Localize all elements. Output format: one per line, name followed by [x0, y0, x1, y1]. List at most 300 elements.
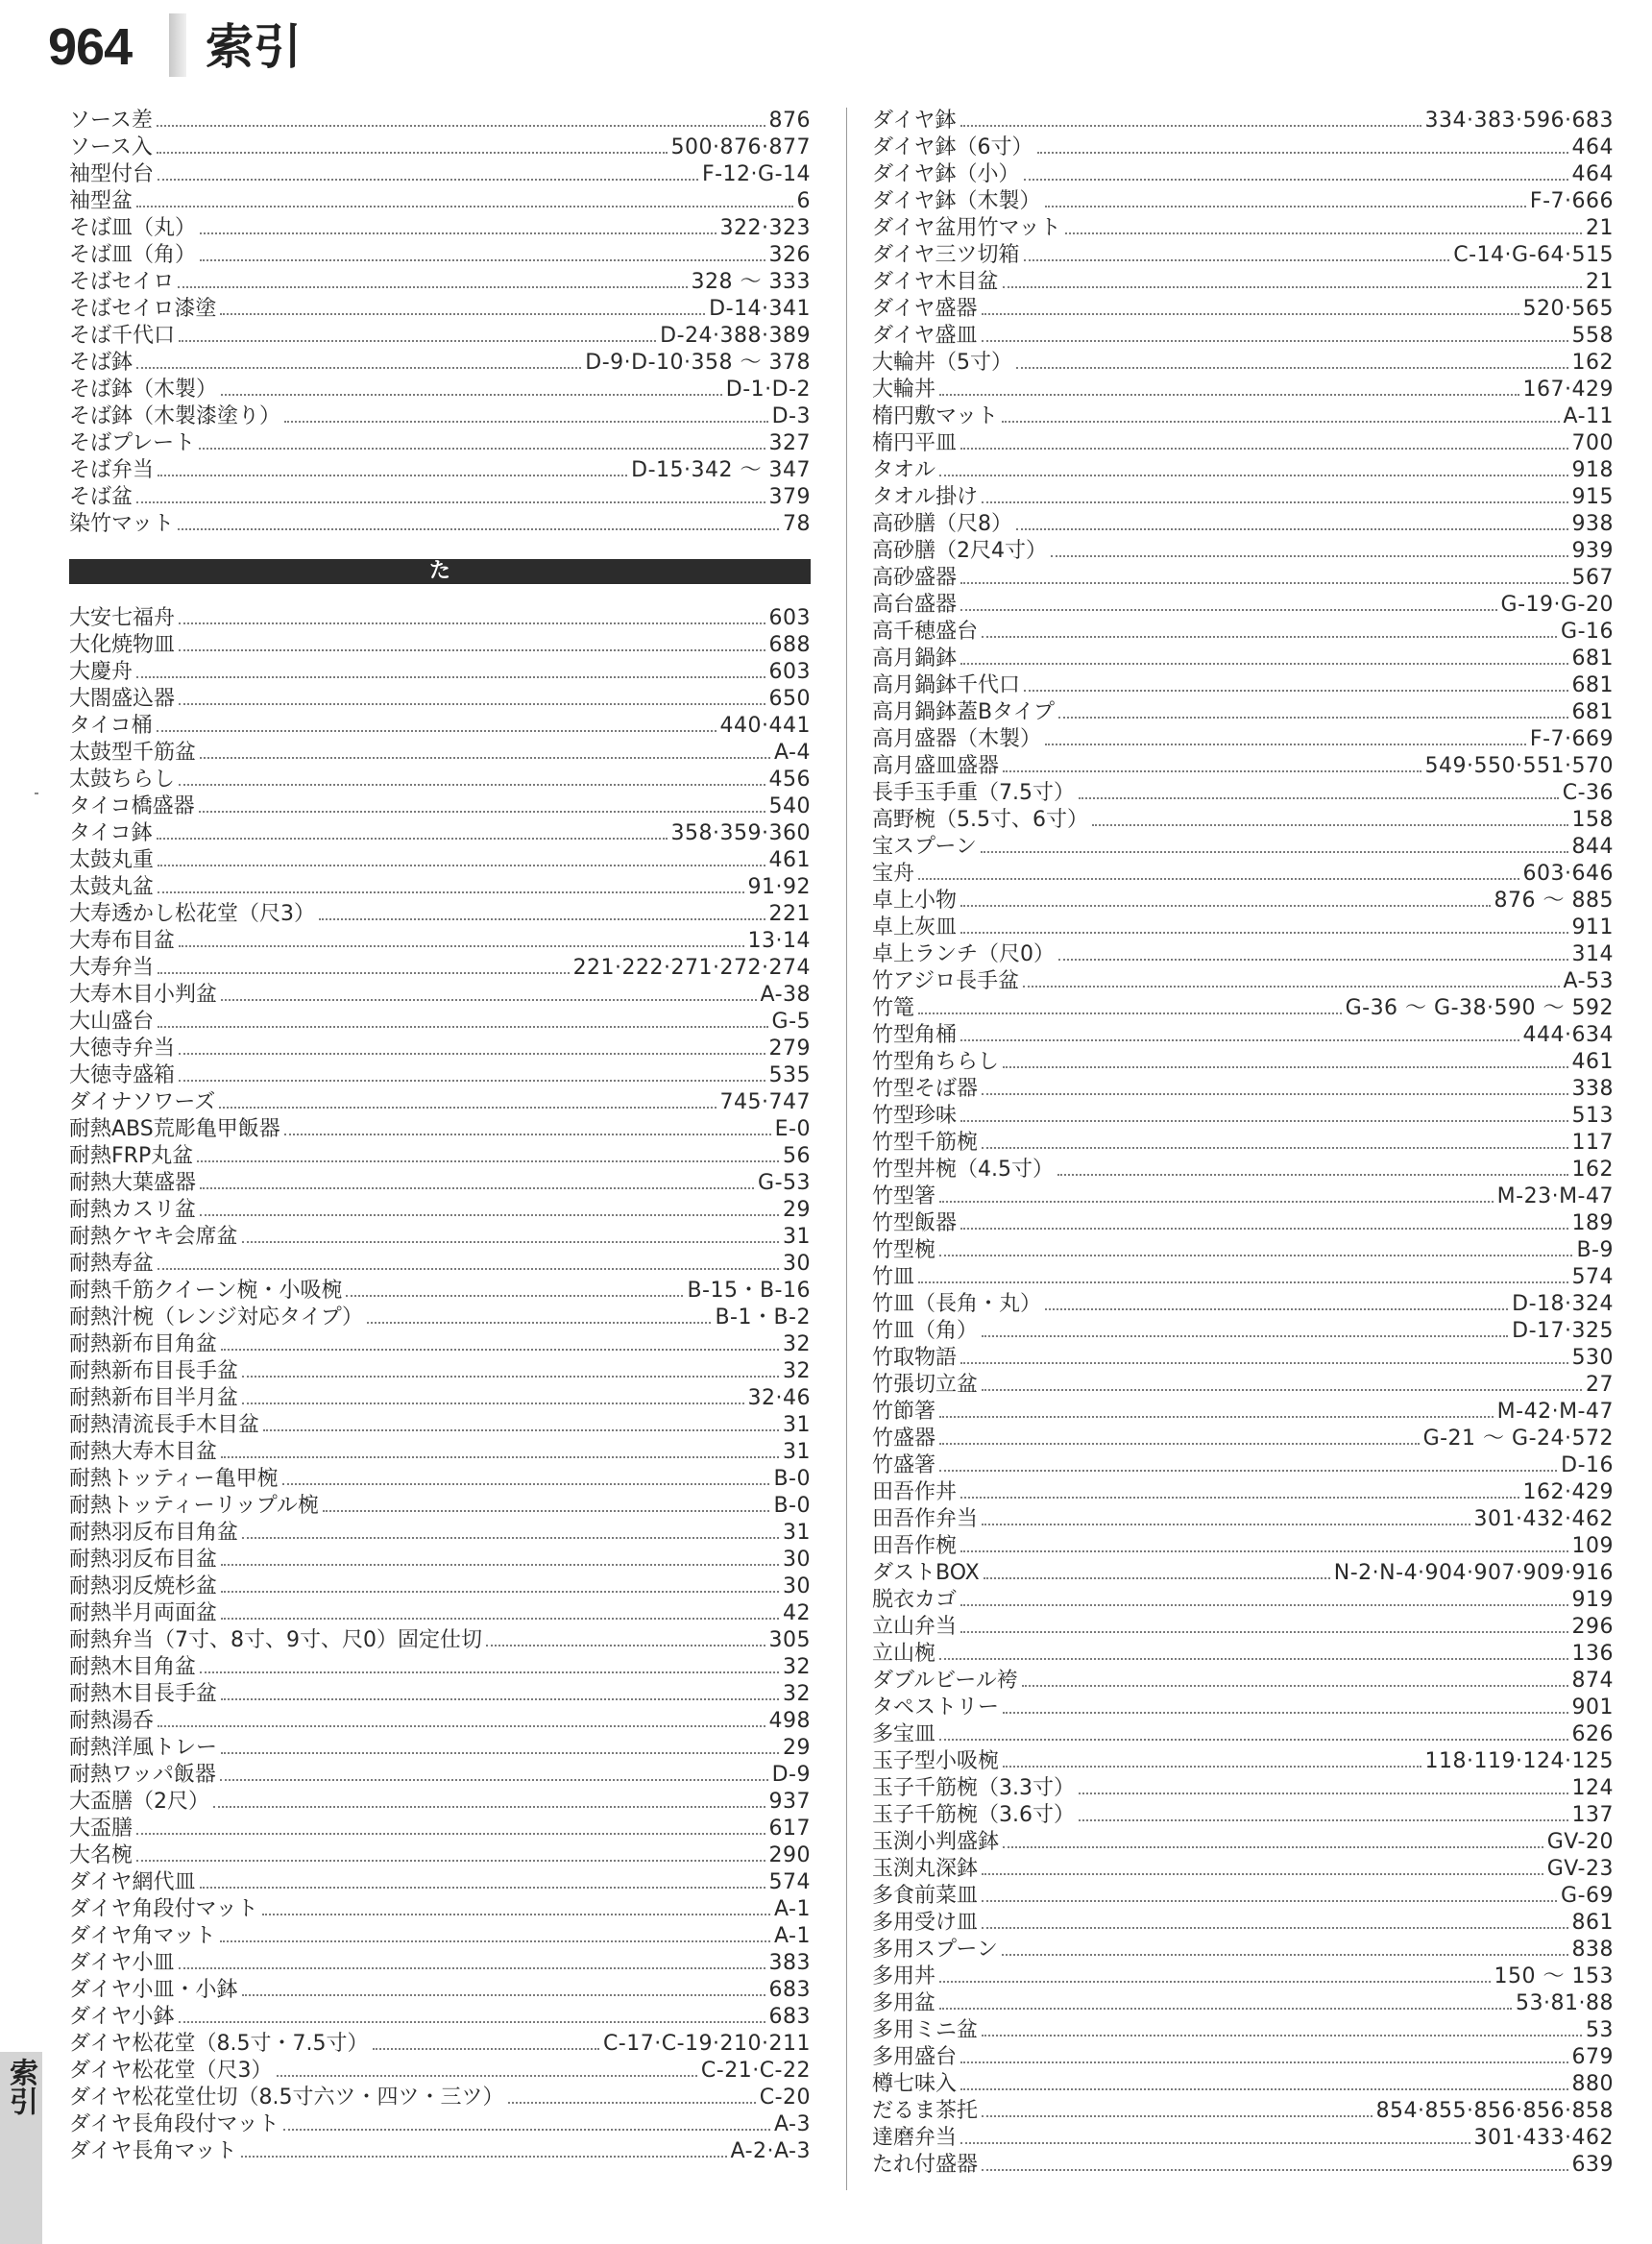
dot-leader — [219, 1107, 716, 1109]
index-term: 耐熱汁椀（レンジ対応タイプ） — [69, 1305, 364, 1329]
index-term: 竹皿（角） — [872, 1319, 979, 1343]
index-page-ref: D-15·342 ～ 347 — [631, 458, 811, 482]
index-entry — [69, 1385, 811, 1412]
index-term: 竹型角桶 — [872, 1023, 958, 1047]
index-entry — [69, 1735, 811, 1762]
index-term: ダストBOX — [872, 1561, 980, 1585]
index-page-ref: E-0 — [774, 1117, 811, 1141]
index-term: 高月盛皿盛器 — [872, 754, 1000, 778]
index-entry — [69, 901, 811, 928]
dot-leader — [1051, 555, 1568, 557]
index-page-ref: 838 — [1571, 1938, 1614, 1962]
index-term: ダイヤ三ツ切箱 — [872, 243, 1020, 267]
index-entry — [69, 713, 811, 740]
dot-leader — [136, 1860, 765, 1862]
index-entry — [872, 1614, 1614, 1641]
index-entry — [872, 1157, 1614, 1183]
index-page-ref: 854·855·856·856·858 — [1375, 2099, 1614, 2123]
index-entry — [69, 1923, 811, 1950]
dot-leader — [939, 2008, 1512, 2010]
index-page-ref: 136 — [1571, 1642, 1614, 1666]
index-page-ref: A-11 — [1563, 404, 1614, 428]
dot-leader — [179, 1080, 765, 1082]
index-entry — [69, 1708, 811, 1735]
index-page-ref: 42 — [783, 1601, 811, 1625]
dot-leader — [960, 1228, 1567, 1230]
index-page-ref: 461 — [1571, 1050, 1614, 1074]
dot-leader — [982, 1389, 1582, 1391]
index-page-ref: 876 ～ 885 — [1494, 889, 1614, 913]
dot-leader — [158, 865, 765, 866]
index-page-ref: 639 — [1571, 2153, 1614, 2177]
dot-leader — [982, 1900, 1557, 1902]
index-entry — [69, 2058, 811, 2085]
index-entry — [872, 403, 1614, 430]
index-term: 楕円敷マット — [872, 404, 999, 428]
index-entry — [872, 161, 1614, 188]
index-entry — [69, 767, 811, 793]
index-page-ref: D-1·D-2 — [725, 378, 811, 402]
column-divider — [846, 108, 847, 2190]
index-page-ref: 162 — [1571, 1158, 1614, 1182]
index-entry — [69, 350, 811, 377]
dot-leader — [179, 945, 744, 947]
index-entry — [69, 605, 811, 632]
index-entry — [69, 1412, 811, 1439]
index-term: 竹皿（長角・丸） — [872, 1292, 1042, 1316]
dot-leader — [939, 475, 1567, 476]
index-term: そばプレート — [69, 431, 196, 455]
index-page-ref: 150 ～ 153 — [1494, 1964, 1614, 1988]
index-entry — [69, 1493, 811, 1520]
index-entry — [872, 753, 1614, 780]
index-term: そば皿（丸） — [69, 216, 197, 240]
index-term: ダイヤ角段付マット — [69, 1897, 258, 1921]
index-entry — [872, 672, 1614, 699]
index-page-ref: 327 — [768, 431, 811, 455]
index-page-ref: 567 — [1571, 566, 1614, 590]
index-entry — [872, 807, 1614, 834]
header-accent-bar — [169, 13, 186, 77]
dot-leader — [367, 1322, 711, 1324]
index-page-ref: 322·323 — [719, 216, 811, 240]
dot-leader — [1022, 1685, 1568, 1687]
index-term: そば鉢（木製） — [69, 378, 218, 402]
dot-leader — [960, 1631, 1567, 1633]
index-page-ref: 683 — [768, 1978, 811, 2002]
index-term: 玉渕丸深鉢 — [872, 1857, 979, 1881]
index-page-ref: 301·433·462 — [1473, 2126, 1614, 2150]
index-entry — [69, 296, 811, 323]
index-term: 高砂膳（尺8） — [872, 512, 1012, 536]
index-term: 樽七味入 — [872, 2072, 958, 2096]
index-term: 達磨弁当 — [872, 2126, 958, 2150]
index-entry — [69, 1278, 811, 1305]
index-entry — [872, 457, 1614, 484]
index-entry — [872, 2017, 1614, 2044]
dot-leader — [157, 125, 765, 127]
index-term: 太鼓ちらし — [69, 768, 176, 792]
index-page-ref: G-36 ～ G-38·590 ～ 592 — [1345, 996, 1614, 1020]
index-term: 高野椀（5.5寸、6寸） — [872, 808, 1088, 832]
index-term: 竹張切立盆 — [872, 1373, 979, 1397]
index-term: 大寿布目盆 — [69, 929, 176, 953]
index-column-left — [69, 108, 811, 2165]
index-term: 染竹マット — [69, 512, 175, 536]
index-term: タイコ桶 — [69, 714, 153, 738]
index-page-ref: M-42·M-47 — [1496, 1400, 1614, 1424]
index-term: 玉渕小判盛鉢 — [872, 1830, 1000, 1854]
index-term: 宝スプーン — [872, 835, 977, 859]
index-entry — [872, 1883, 1614, 1910]
index-page-ref: 305 — [768, 1628, 811, 1652]
index-term: 高月鍋鉢 — [872, 646, 958, 671]
dot-leader — [200, 1214, 779, 1216]
index-page-ref: G-53 — [758, 1171, 811, 1195]
index-page-ref: A-4 — [773, 741, 811, 765]
index-page-ref: G-21 ～ G-24·572 — [1422, 1427, 1614, 1451]
index-term: ダイヤ木目盆 — [872, 270, 999, 294]
dot-leader — [158, 1026, 768, 1028]
dot-leader — [241, 2156, 727, 2158]
dot-leader — [200, 757, 770, 759]
index-entry — [69, 457, 811, 484]
index-entry — [69, 269, 811, 296]
index-term: 大安七福舟 — [69, 606, 176, 630]
dot-leader — [158, 475, 627, 476]
index-entry — [69, 874, 811, 901]
index-term: 宝舟 — [872, 862, 915, 886]
index-page-ref: 650 — [768, 687, 811, 711]
index-page-ref: 603 — [768, 606, 811, 630]
index-entry — [69, 1466, 811, 1493]
index-term: 多用盛台 — [872, 2045, 958, 2069]
index-term: 多用ミニ盆 — [872, 2018, 979, 2042]
index-term: 大輪丼 — [872, 378, 936, 402]
index-term: ダイヤ盛器 — [872, 297, 978, 321]
index-page-ref: 874 — [1571, 1669, 1614, 1693]
index-list-so — [69, 108, 811, 538]
index-entry — [872, 1695, 1614, 1721]
dot-leader — [157, 838, 668, 840]
index-term: 竹型千筋椀 — [872, 1131, 979, 1155]
index-page-ref: G-16 — [1561, 620, 1614, 644]
index-entry — [69, 134, 811, 161]
index-term: 耐熱大葉盛器 — [69, 1171, 197, 1195]
index-entry — [69, 2085, 811, 2111]
index-term: 大閤盛込器 — [69, 687, 176, 711]
dot-leader — [982, 1093, 1567, 1095]
index-entry — [872, 2071, 1614, 2098]
dot-leader — [220, 1779, 768, 1781]
index-term: ダイヤ松花堂（尺3） — [69, 2059, 273, 2083]
index-term: 竹皿 — [872, 1265, 915, 1289]
index-term: 耐熱新布目長手盆 — [69, 1359, 239, 1383]
index-page-ref: C-36 — [1562, 781, 1614, 805]
index-term: 田吾作丼 — [872, 1480, 958, 1504]
index-page-ref: 880 — [1571, 2072, 1614, 2096]
index-term: 楕円平皿 — [872, 431, 958, 455]
index-term: 竹節箸 — [872, 1400, 936, 1424]
index-page-ref: 626 — [1571, 1722, 1614, 1746]
dot-leader — [982, 1524, 1470, 1525]
index-page-ref: B-0 — [773, 1467, 811, 1491]
index-term: ダイヤ松花堂仕切（8.5寸六ツ・四ツ・三ツ） — [69, 2085, 504, 2110]
index-entry — [872, 888, 1614, 915]
index-page-ref: 56 — [783, 1144, 811, 1168]
index-term: 耐熱トッティーリップル椀 — [69, 1494, 319, 1518]
index-entry — [872, 1183, 1614, 1210]
index-page-ref: 29 — [783, 1736, 811, 1760]
index-entry — [872, 592, 1614, 619]
index-term: ダイヤ鉢（小） — [872, 162, 1020, 186]
index-page-ref: 456 — [768, 768, 811, 792]
dot-leader — [918, 1012, 1342, 1014]
index-term: タペストリー — [872, 1695, 1000, 1720]
dot-leader — [1016, 367, 1568, 369]
index-term: 多用スプーン — [872, 1938, 998, 1962]
dot-leader — [242, 1241, 779, 1243]
index-term: 耐熱羽反焼杉盆 — [69, 1574, 218, 1598]
index-entry — [69, 323, 811, 350]
index-page-ref: 688 — [768, 633, 811, 657]
index-term: 竹盛箸 — [872, 1453, 936, 1477]
index-term: 耐熱トッティー亀甲椀 — [69, 1467, 279, 1491]
index-term: 耐熱木目長手盆 — [69, 1682, 218, 1706]
index-term: 高月鍋鉢千代口 — [872, 673, 1021, 697]
index-term: 田吾作弁当 — [872, 1507, 979, 1531]
index-page-ref: C-14·G-64·515 — [1453, 243, 1614, 267]
index-term: 田吾作椀 — [872, 1534, 958, 1558]
index-page-ref: 700 — [1571, 431, 1614, 455]
index-term: ダイヤ小鉢 — [69, 2005, 175, 2029]
dot-leader — [1024, 179, 1568, 181]
index-term: 大山盛台 — [69, 1010, 155, 1034]
index-page-ref: 167·429 — [1522, 378, 1614, 402]
dot-leader — [263, 1429, 779, 1431]
index-entry — [872, 1533, 1614, 1560]
index-entry — [69, 1358, 811, 1385]
index-page-ref: 617 — [768, 1817, 811, 1841]
index-entry — [872, 108, 1614, 134]
dot-leader — [136, 501, 765, 503]
dot-leader — [960, 1604, 1567, 1606]
index-term: 立山椀 — [872, 1642, 936, 1666]
dot-leader — [1065, 232, 1582, 234]
dot-leader — [136, 367, 581, 369]
index-page-ref: 31 — [783, 1440, 811, 1464]
index-term: ソース入 — [69, 135, 153, 159]
dot-leader — [982, 1335, 1508, 1337]
index-entry — [872, 538, 1614, 565]
index-entry — [872, 2152, 1614, 2179]
index-term: 耐熱ワッパ飯器 — [69, 1763, 216, 1787]
dot-leader — [277, 2075, 697, 2077]
index-page-ref: 221·222·271·272·274 — [572, 956, 811, 980]
index-entry — [872, 1856, 1614, 1883]
index-term: 大徳寺弁当 — [69, 1037, 176, 1061]
index-entry — [872, 430, 1614, 457]
index-term: ダイヤ盛皿 — [872, 324, 978, 348]
index-term: ダブルビール袴 — [872, 1669, 1018, 1693]
page-title: 索引 — [206, 18, 302, 75]
dot-leader — [136, 206, 792, 207]
index-page-ref: G-69 — [1561, 1884, 1614, 1908]
index-entry — [872, 484, 1614, 511]
index-entry — [872, 1237, 1614, 1264]
index-entry — [872, 1964, 1614, 1990]
page-header — [0, 0, 1652, 96]
dot-leader — [981, 851, 1568, 853]
index-page-ref: D-9 — [771, 1763, 811, 1787]
index-term: ダイヤ小皿・小鉢 — [69, 1978, 238, 2002]
index-entry — [872, 1668, 1614, 1695]
dot-leader — [960, 905, 1491, 907]
index-term: そば皿（角） — [69, 243, 197, 267]
index-term: ダイヤ角マット — [69, 1924, 216, 1948]
index-page-ref: 189 — [1571, 1211, 1614, 1235]
index-page-ref: 29 — [783, 1198, 811, 1222]
index-page-ref: 861 — [1571, 1911, 1614, 1935]
index-term: 大化焼物皿 — [69, 633, 176, 657]
index-entry — [872, 1210, 1614, 1237]
index-page-ref: 32 — [783, 1359, 811, 1383]
dot-leader — [284, 421, 768, 423]
index-term: 耐熱清流長手木目盆 — [69, 1413, 260, 1437]
index-page-ref: 383 — [768, 1951, 811, 1975]
dot-leader — [323, 1510, 770, 1512]
index-page-ref: 301·432·462 — [1473, 1507, 1614, 1531]
index-entry — [69, 484, 811, 511]
index-term: 耐熱羽反布目角盆 — [69, 1521, 239, 1545]
dot-leader — [1057, 1174, 1568, 1176]
index-entry — [69, 928, 811, 955]
dot-leader — [199, 811, 765, 813]
index-entry — [872, 1990, 1614, 2017]
index-entry — [872, 1076, 1614, 1103]
index-page-ref: 603 — [768, 660, 811, 684]
dot-leader — [282, 1483, 770, 1485]
index-page-ref: 358·359·360 — [670, 821, 811, 845]
index-page-ref: A-38 — [760, 983, 811, 1007]
index-term: そば千代口 — [69, 324, 176, 348]
index-page-ref: G-5 — [771, 1010, 811, 1034]
index-page-ref: 31 — [783, 1225, 811, 1249]
dot-leader — [221, 1752, 779, 1754]
dot-leader — [918, 1281, 1567, 1283]
index-entry — [872, 1049, 1614, 1076]
margin-tick — [35, 793, 38, 794]
index-entry — [872, 565, 1614, 592]
dot-leader — [486, 1645, 765, 1646]
index-term: 卓上ランチ（尺0） — [872, 942, 1055, 966]
index-entry — [69, 1762, 811, 1789]
index-term: 耐熱カスリ盆 — [69, 1198, 197, 1222]
index-page-ref: 30 — [783, 1548, 811, 1572]
index-page-ref: 279 — [768, 1037, 811, 1061]
index-page-ref: A-1 — [773, 1924, 811, 1948]
dot-leader — [221, 999, 756, 1001]
index-term: 耐熱木目角盆 — [69, 1655, 197, 1679]
index-entry — [69, 1600, 811, 1627]
index-entry — [69, 793, 811, 820]
index-entry — [69, 511, 811, 538]
index-entry — [872, 834, 1614, 861]
index-page-ref: 681 — [1571, 646, 1614, 671]
dot-leader — [158, 1268, 779, 1270]
dot-leader — [179, 703, 765, 705]
index-term: 立山弁当 — [872, 1615, 958, 1639]
index-term: 袖型盆 — [69, 189, 134, 213]
index-page-ref: 464 — [1571, 135, 1614, 159]
dot-leader — [939, 1201, 1494, 1203]
index-term: 竹アジロ長手盆 — [872, 969, 1020, 993]
index-term: ダイヤ長角段付マット — [69, 2112, 279, 2136]
dot-leader — [960, 932, 1567, 934]
index-term: そば鉢 — [69, 351, 134, 375]
index-page-ref: D-14·341 — [709, 297, 811, 321]
index-term: 竹型丼椀（4.5寸） — [872, 1158, 1054, 1182]
index-page-ref: A-2·A-3 — [730, 2139, 811, 2163]
dot-leader — [982, 2035, 1582, 2037]
index-term: 耐熱半月両面盆 — [69, 1601, 218, 1625]
index-entry — [69, 1520, 811, 1547]
index-term: ダイヤ長角マット — [69, 2139, 237, 2163]
index-term: 耐熱ケヤキ会席盆 — [69, 1225, 238, 1249]
index-page-ref: 6 — [796, 189, 811, 213]
index-entry — [872, 1641, 1614, 1668]
index-entry — [69, 161, 811, 188]
index-entry — [69, 188, 811, 215]
index-entry — [872, 1399, 1614, 1426]
dot-leader — [136, 676, 765, 678]
index-page-ref: G-19·G-20 — [1500, 593, 1614, 617]
index-entry — [69, 955, 811, 982]
index-term: 竹型箸 — [872, 1184, 936, 1208]
index-term: ダイヤ松花堂（8.5寸・7.5寸） — [69, 2032, 369, 2056]
index-term: 多宝皿 — [872, 1722, 936, 1746]
index-page-ref: 844 — [1571, 835, 1614, 859]
index-page-ref: 21 — [1586, 270, 1614, 294]
index-entry — [872, 1426, 1614, 1452]
index-page-ref: B-9 — [1576, 1238, 1614, 1262]
index-term: 太鼓丸盆 — [69, 875, 155, 899]
index-side-tab — [0, 2052, 42, 2244]
index-page-ref: 162 — [1571, 351, 1614, 375]
index-entry — [69, 242, 811, 269]
dot-leader — [1079, 1819, 1568, 1821]
dot-leader — [982, 313, 1519, 315]
index-entry — [872, 1910, 1614, 1937]
index-entry — [69, 1009, 811, 1036]
index-entry — [872, 242, 1614, 269]
index-term: 竹盛器 — [872, 1427, 936, 1451]
index-page-ref: C-20 — [759, 2085, 811, 2110]
index-page-ref: 109 — [1571, 1534, 1614, 1558]
index-page-ref: 911 — [1571, 915, 1614, 939]
index-page-ref: 314 — [1571, 942, 1614, 966]
index-term: ダイヤ鉢（木製） — [872, 189, 1041, 213]
index-entry — [69, 1062, 811, 1089]
index-term: 玉子千筋椀（3.6寸） — [872, 1803, 1075, 1827]
index-term: 卓上灰皿 — [872, 915, 958, 939]
index-page-ref: 681 — [1571, 700, 1614, 724]
index-entry — [69, 1170, 811, 1197]
dot-leader — [200, 1187, 754, 1189]
index-page-ref: F-7·669 — [1529, 727, 1614, 751]
index-entry — [69, 2111, 811, 2138]
dot-leader — [1045, 206, 1526, 207]
